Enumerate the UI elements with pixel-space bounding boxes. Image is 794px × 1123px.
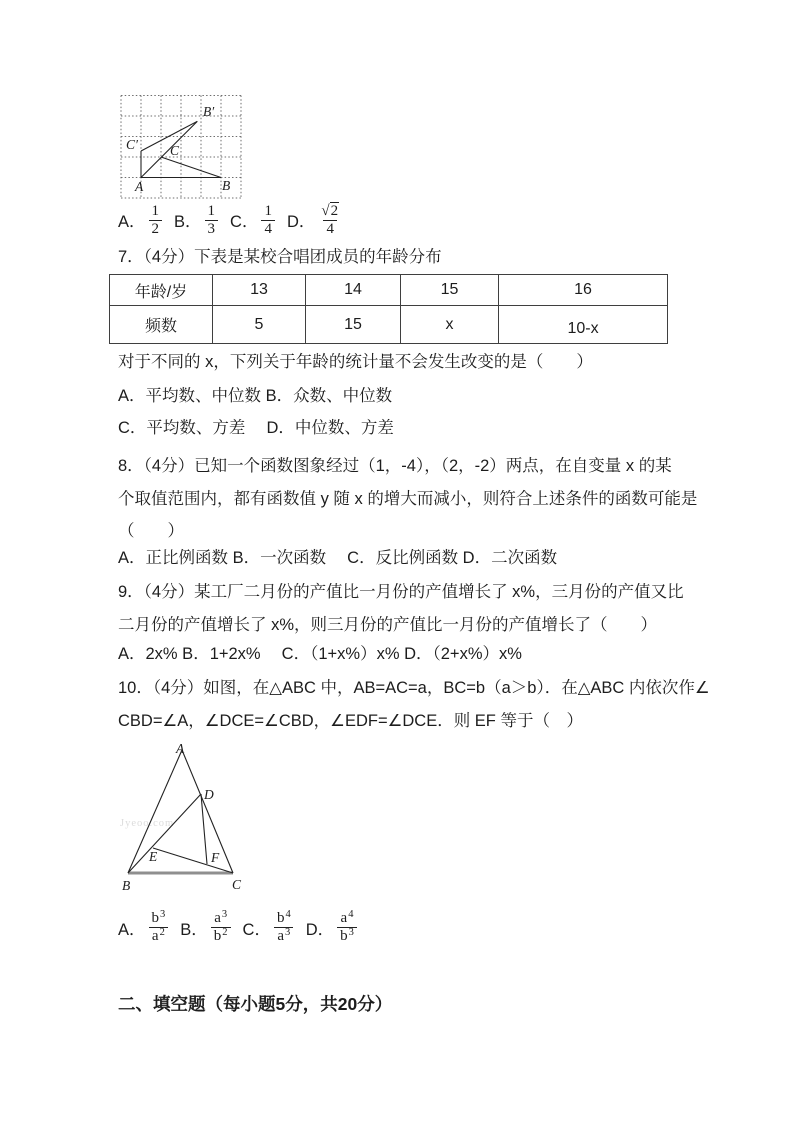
radical-sign: √ <box>321 203 330 220</box>
q7-stem: 对于不同的 x，下列关于年龄的统计量不会发生改变的是（ ） <box>118 353 593 371</box>
vertex-label-d: D <box>204 787 214 802</box>
table-cell: 16 <box>499 275 668 306</box>
vertex-label-e: E <box>149 849 158 864</box>
table-cell: 年龄/岁 <box>110 275 213 306</box>
q10-triangle-figure <box>120 742 245 892</box>
q6-option-d <box>287 202 342 238</box>
q10-option-b <box>180 910 230 945</box>
fraction-sqrt: $\frac{√2}{4}$ <box>321 203 339 237</box>
table-cell: 15 <box>401 275 499 306</box>
section2-heading: 二、填空题（每小题5分，共20分） <box>118 994 393 1014</box>
q8-options: A．正比例函数 B．一次函数 C．反比例函数 D．二次函数 <box>118 549 558 567</box>
q7-table-data-row <box>110 306 668 344</box>
table-cell: 10-x <box>499 306 668 344</box>
q6-option-a <box>118 203 162 238</box>
option-label: A． <box>118 920 146 939</box>
fraction: $\frac{a^3}{b^2}$ <box>211 910 231 945</box>
vertex-label-a: A <box>176 742 185 756</box>
q8-text <box>118 448 697 545</box>
q8-line-1: 8．（4分）已知一个函数图象经过（1，-4），（2，-2）两点，在自变量 x 的某 <box>118 457 672 476</box>
option-label: A． <box>118 213 146 231</box>
q9-line-2: 二月份的产值增长了 x%，则三月份的产值比一月份的产值增长了（ ） <box>118 615 658 634</box>
fraction: $\frac{1}{4}$ <box>261 203 275 238</box>
q9-options: A．2x% B．1+2x% C．（1+x%）x% D．（2+x%）x% <box>118 645 522 663</box>
q7-table-header-row <box>110 275 668 306</box>
q7-title: 7．（4分）下表是某校合唱团成员的年龄分布 <box>118 248 442 266</box>
vertex-label-b: B <box>222 178 231 193</box>
option-label: D． <box>286 213 316 231</box>
q6-option-c <box>230 203 275 238</box>
option-label: B． <box>174 213 202 231</box>
table-cell: 5 <box>213 306 306 344</box>
q10-options <box>118 900 369 955</box>
table-cell: 13 <box>213 275 306 306</box>
triangle-shapes <box>141 121 221 177</box>
q6-grid-figure <box>119 94 242 200</box>
q7-options-ab: A．平均数、中位数 B．众数、中位数 <box>118 387 393 405</box>
vertex-label-c: C <box>232 877 242 892</box>
q7-table <box>109 274 668 344</box>
vertex-label-f: F <box>211 850 220 865</box>
q6-options <box>118 202 354 238</box>
q9-line-1: 9．（4分）某工厂二月份的产值比一月份的产值增长了 x%，三月份的产值又比 <box>118 583 684 602</box>
watermark: Jyeoo.com <box>120 818 175 829</box>
fraction: $\frac{1}{2}$ <box>149 203 163 238</box>
q9-text <box>118 574 684 639</box>
q6-option-b <box>174 203 218 238</box>
q10-option-a <box>118 910 168 945</box>
q7-options-cd: C．平均数、方差 D．中位数、方差 <box>118 419 394 437</box>
vertex-label-b-prime: B′ <box>203 104 215 119</box>
vertex-label-a: A <box>135 179 144 194</box>
fraction: $\frac{b^4}{a^3}$ <box>274 910 294 945</box>
vertex-label-b: B <box>122 878 131 892</box>
q10-text <box>118 670 710 735</box>
table-cell: 15 <box>306 306 401 344</box>
q10-line-2: CBD=∠A，∠DCE=∠CBD，∠EDF=∠DCE．则 EF 等于（ ） <box>118 711 583 730</box>
q10-option-d <box>306 910 357 945</box>
q8-line-2: 个取值范围内，都有函数值 y 随 x 的增大而减小，则符合上述条件的函数可能是 <box>118 489 698 508</box>
option-label: D． <box>305 920 335 939</box>
fraction: $\frac{b^3}{a^2}$ <box>149 910 169 945</box>
option-label: B． <box>180 920 208 939</box>
table-cell: x <box>401 306 499 344</box>
q10-option-c <box>243 910 294 945</box>
fraction: $\frac{a^4}{b^3}$ <box>337 910 357 945</box>
option-label: C． <box>242 920 271 939</box>
q8-line-3: （ ） <box>118 521 184 540</box>
q10-line-1: 10．（4分）如图，在△ABC 中，AB=AC=a，BC=b（a＞b）．在△ABC 内依次作∠ <box>118 679 710 698</box>
vertex-label-c-prime: C′ <box>126 137 138 152</box>
fraction: $\frac{1}{3}$ <box>205 203 219 238</box>
option-label: C． <box>230 213 259 231</box>
table-cell: 频数 <box>110 306 213 344</box>
vertex-label-c: C <box>170 143 180 158</box>
table-cell: 14 <box>306 275 401 306</box>
